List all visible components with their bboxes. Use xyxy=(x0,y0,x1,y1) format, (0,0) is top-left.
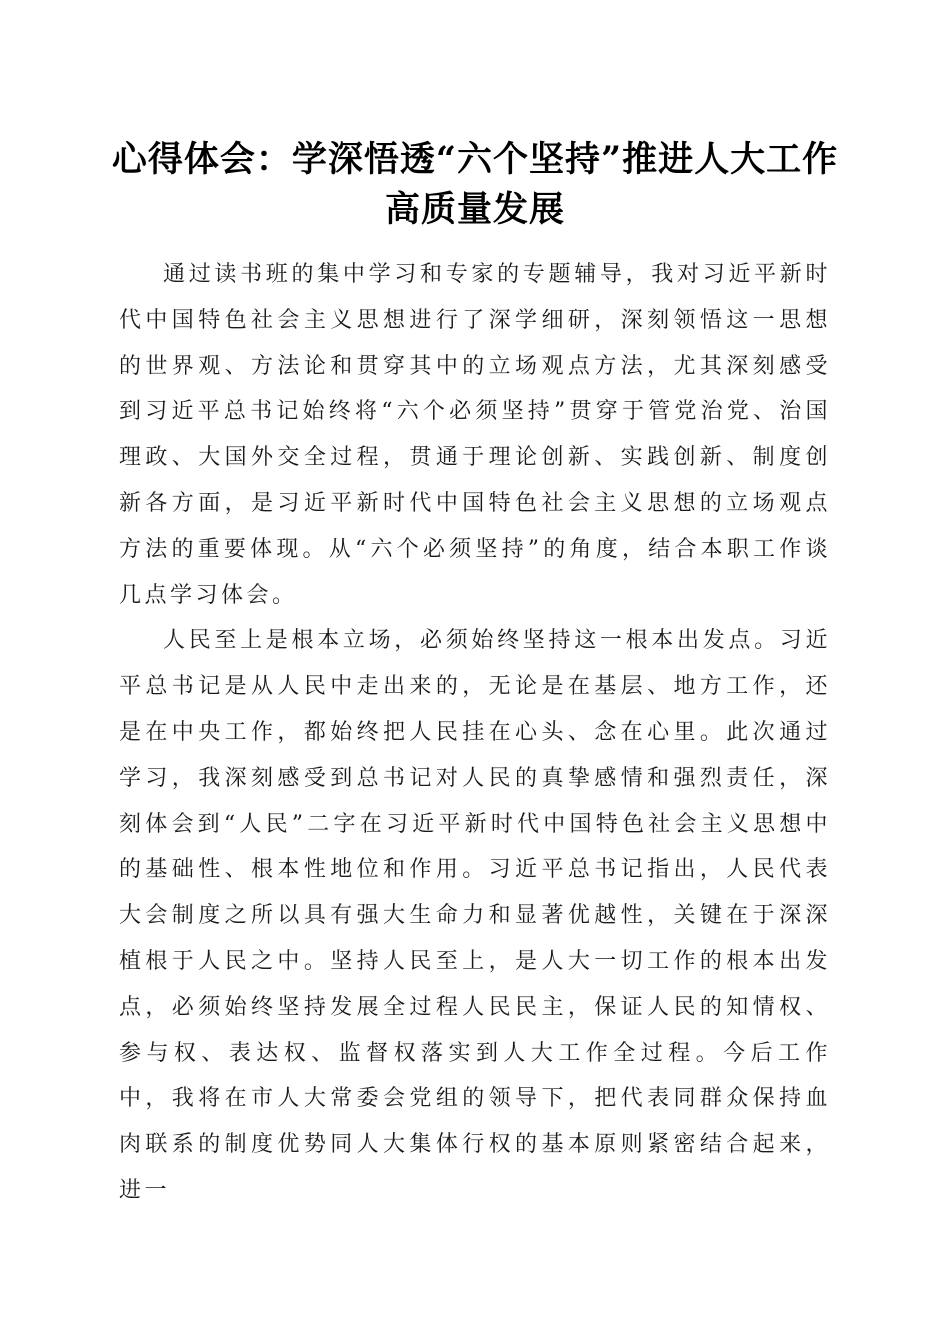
document-title: 心得体会：学深悟透“六个坚持”推进人大工作高质量发展 xyxy=(111,139,839,230)
paragraph-intro: 通过读书班的集中学习和专家的专题辅导，我对习近平新时代中国特色社会主义思想进行了深学细研，深刻领悟这一思想的世界观、方法论和贯穿其中的立场观点方法，尤其深刻感受到习近平总书记始终将“六个必须坚持”贯穿于管党治党、治国理政、大国外交全过程，贯通于理论创新、实践创新、制度创新各方面，是习近平新时代中国特色社会主义思想的立场观点方法的重要体现。从“六个必须坚持”的角度，结合本职工作谈几点学习体会。 xyxy=(119,262,831,608)
document-body xyxy=(119,252,831,1214)
paragraph-people-first: 人民至上是根本立场，必须始终坚持这一根本出发点。习近平总书记是从人民中走出来的，无论是在基层、地方工作，还是在中央工作，都始终把人民挂在心头、念在心里。此次通过学习，我深刻感受到总书记对人民的真挚感情和强烈责任，深刻体会到“人民”二字在习近平新时代中国特色社会主义思想中的基础性、根本性地位和作用。习近平总书记指出，人民代表大会制度之所以具有强大生命力和显著优越性，关键在于深深植根于人民之中。坚持人民至上，是人大一切工作的根本出发点，必须始终坚持发展全过程人民民主，保证人民的知情权、参与权、表达权、监督权落实到人大工作全过程。今后工作中，我将在市人大常委会党组的领导下，把代表同群众保持血肉联系的制度优势同人大集体行权的基本原则紧密结合起来，进一 xyxy=(119,628,831,1203)
